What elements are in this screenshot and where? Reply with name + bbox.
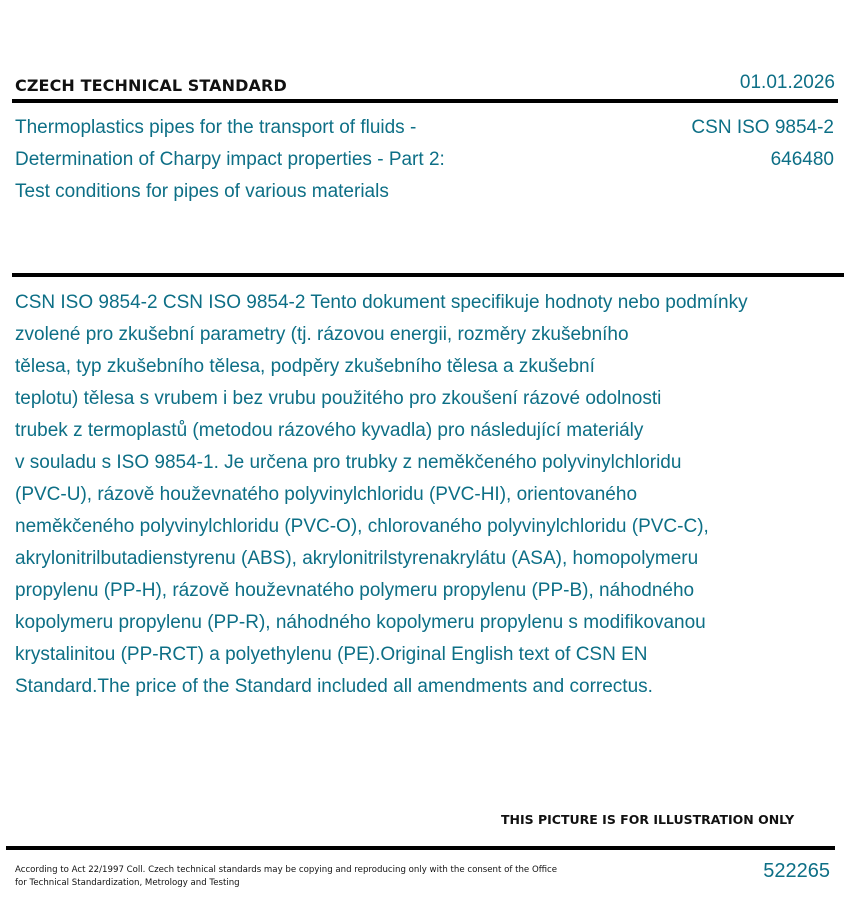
title-line-2: Determination of Charpy impact properties - Part 2: xyxy=(15,149,445,170)
description-line: propylenu (PP-H), rázově houževnatého polymeru propylenu (PP-B), náhodného xyxy=(15,580,695,601)
copyright-line-1: According to Act 22/1997 Coll. Czech technical standards may be copying and reproducing only with the consent of the Office xyxy=(15,865,558,875)
publication-date: 01.01.2026 xyxy=(739,72,835,93)
copyright-notice xyxy=(15,864,557,890)
title-line-3: Test conditions for pipes of various materials xyxy=(15,181,389,202)
footer-divider xyxy=(6,846,835,850)
description-line: zvolené pro zkušební parametry (tj. rázovou energii, rozměry zkušebního xyxy=(15,324,629,345)
description-line: CSN ISO 9854-2 CSN ISO 9854-2 Tento dokument specifikuje hodnoty nebo podmínky xyxy=(15,292,748,313)
description-line: akrylonitrilbutadienstyrenu (ABS), akrylonitrilstyrenakrylátu (ASA), homopolymeru xyxy=(15,548,699,569)
description-line: teplotu) tělesa s vrubem i bez vrubu použitého pro zkoušení rázové odolnosti xyxy=(15,388,662,409)
description-line: (PVC-U), rázově houževnatého polyvinylchloridu (PVC-HI), orientovaného xyxy=(15,484,638,505)
title-divider xyxy=(12,273,844,277)
description-line: trubek z termoplastů (metodou rázového kyvadla) pro následující materiály xyxy=(15,420,644,441)
illustration-disclaimer: THIS PICTURE IS FOR ILLUSTRATION ONLY xyxy=(501,812,795,827)
header-divider xyxy=(12,99,838,103)
description-line: tělesa, typ zkušebního tělesa, podpěry zkušebního tělesa a zkušební xyxy=(15,356,595,377)
description-line: v souladu s ISO 9854-1. Je určena pro trubky z neměkčeného polyvinylchloridu xyxy=(15,452,682,473)
copyright-line-2: for Technical Standardization, Metrology and Testing xyxy=(15,878,240,888)
document-id: 522265 xyxy=(763,860,830,882)
description-line: kopolymeru propylenu (PP-R), náhodného kopolymeru propylenu s modifikovanou xyxy=(15,612,706,633)
title-line-1: Thermoplastics pipes for the transport of fluids - xyxy=(15,117,417,138)
standard-code: CSN ISO 9854-2 xyxy=(691,117,834,138)
description-line: Standard.The price of the Standard included all amendments and correctus. xyxy=(15,676,653,697)
description-line: neměkčeného polyvinylchloridu (PVC-O), chlorovaného polyvinylchloridu (PVC-C), xyxy=(15,516,709,537)
standard-description xyxy=(15,287,865,703)
description-line: krystalinitou (PP-RCT) a polyethylenu (PE).Original English text of CSN EN xyxy=(15,644,648,665)
catalog-number: 646480 xyxy=(770,149,834,170)
document-type-label: CZECH TECHNICAL STANDARD xyxy=(15,76,287,95)
